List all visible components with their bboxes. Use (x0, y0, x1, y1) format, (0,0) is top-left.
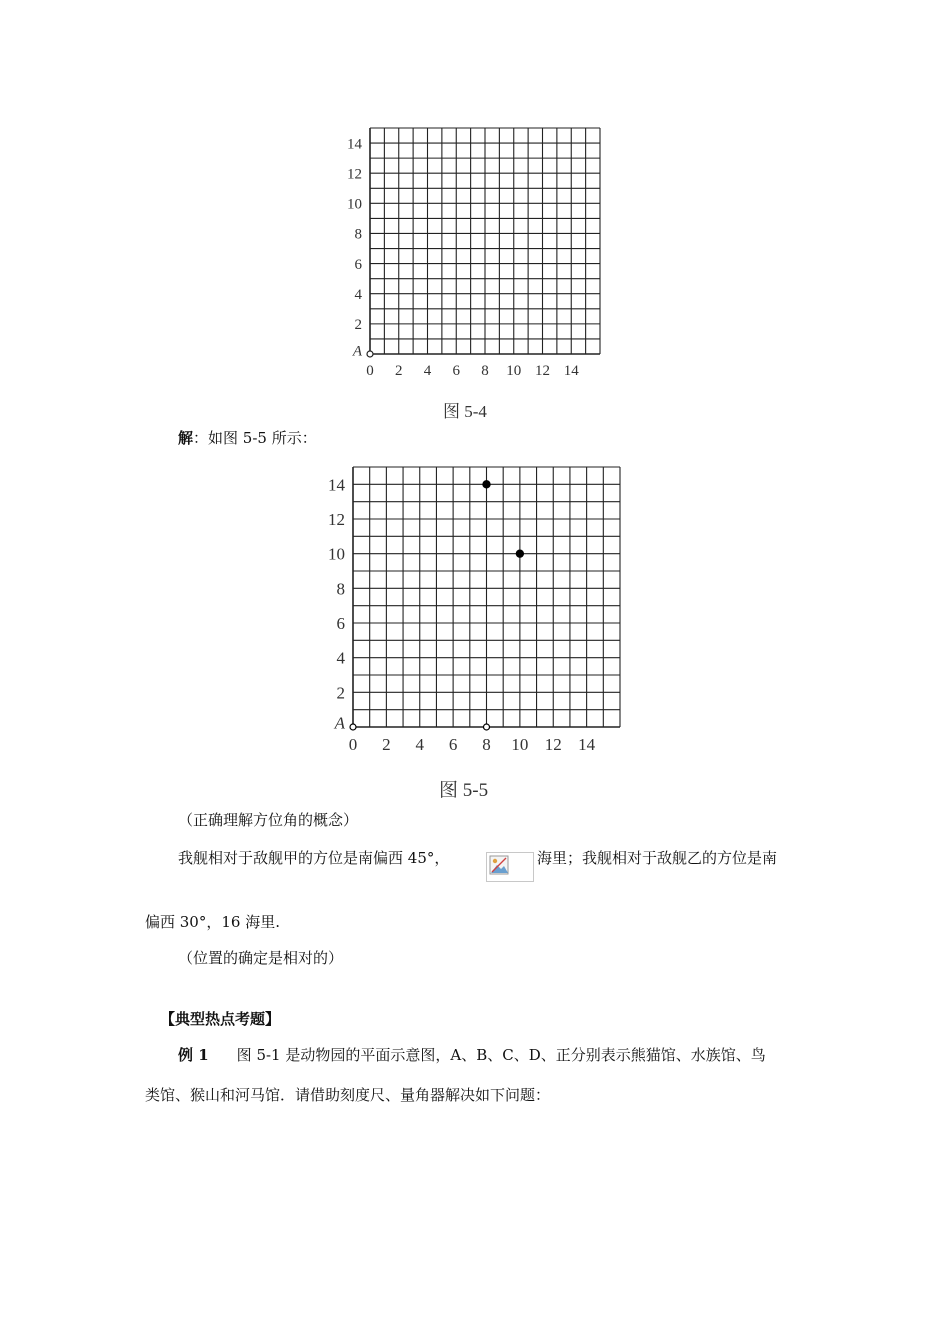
origin-label-a: A (334, 713, 345, 733)
note-relative-position: （位置的确定是相对的） (178, 949, 344, 967)
axis-labels (328, 475, 596, 754)
data-point-open (350, 724, 356, 730)
y-tick-label: 12 (328, 509, 345, 529)
y-tick-label: 10 (347, 196, 362, 213)
y-tick-label: 6 (354, 256, 362, 273)
grid-figure-5-4 (330, 120, 620, 420)
example-text-1: 图 5-1 是动物园的平面示意图，A、B、C、D、正分别表示熊猫馆、水族馆、鸟 (236, 1046, 766, 1064)
x-tick-label: 2 (395, 363, 403, 379)
broken-image-icon (486, 852, 534, 882)
x-tick-label: 14 (578, 735, 596, 754)
y-tick-label: 4 (336, 648, 345, 668)
x-tick-label: 12 (544, 735, 562, 754)
y-tick-label: 8 (354, 226, 362, 243)
solution-text: ：如图 5-5 所示： (193, 429, 317, 447)
x-tick-label: 6 (452, 363, 460, 379)
figure-caption-5-4: 图 5-4 (443, 402, 487, 421)
x-tick-label: 14 (563, 363, 579, 379)
example-label: 例 1 (178, 1046, 209, 1064)
y-tick-label: 6 (336, 613, 345, 633)
grid-figure-5-5 (320, 458, 640, 768)
y-tick-label: 8 (336, 579, 345, 599)
x-tick-label: 10 (511, 735, 529, 754)
y-tick-label: 10 (328, 544, 345, 564)
x-tick-label: 4 (423, 363, 432, 379)
origin-point (367, 351, 373, 357)
y-tick-label: 2 (354, 317, 362, 334)
y-tick-label: 12 (347, 166, 362, 183)
y-tick-label: 2 (336, 683, 345, 703)
figure-caption-5-5: 图 5-5 (439, 780, 489, 801)
answer-line-1-end: 海里；我舰相对于敌舰乙的方位是南 (537, 849, 778, 867)
y-tick-label: 4 (354, 286, 362, 303)
example-line-2: 类馆、猴山和河马馆．请借助刻度尺、量角器解决如下问题： (145, 1086, 551, 1104)
section-title: 【典型热点考题】 (160, 1010, 281, 1028)
x-tick-label: 0 (366, 363, 374, 379)
x-tick-label: 6 (448, 735, 458, 754)
x-tick-label: 8 (482, 735, 491, 754)
x-tick-label: 8 (481, 363, 489, 379)
x-tick-label: 12 (535, 363, 550, 379)
x-tick-label: 0 (348, 735, 358, 754)
data-point-open (484, 724, 490, 730)
solution-line (178, 428, 317, 448)
data-point-filled (516, 550, 523, 557)
solution-label: 解 (178, 429, 194, 447)
x-tick-label: 4 (415, 735, 424, 754)
y-tick-label: 14 (328, 475, 345, 495)
x-tick-label: 10 (506, 363, 522, 379)
answer-line-2: 偏西 30°，16 海里. (145, 913, 280, 931)
x-tick-label: 2 (382, 735, 391, 754)
y-tick-label: 14 (347, 136, 362, 153)
answer-line-1-start: 我舰相对于敌舰甲的方位是南偏西 45°， (178, 849, 450, 867)
example-line-1 (178, 1045, 766, 1065)
grid-lines (367, 128, 600, 357)
origin-label-a: A (352, 343, 362, 360)
data-point-filled (483, 481, 490, 488)
note-azimuth-concept: （正确理解方位角的概念） (178, 811, 359, 829)
grid-lines (353, 467, 620, 727)
